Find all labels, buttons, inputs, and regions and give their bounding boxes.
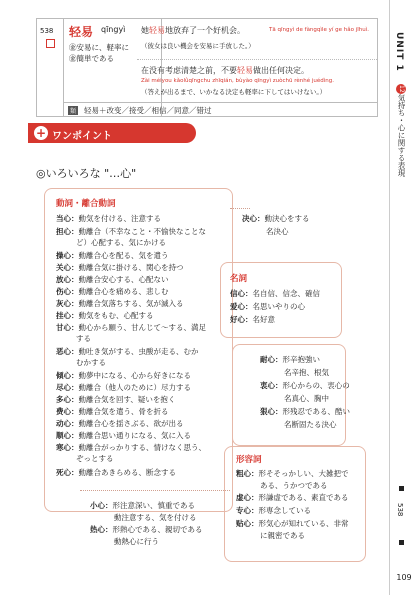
vocab-entry — [36, 18, 378, 117]
example-1-jp: （彼女は良い機会を安易に手放した。） — [141, 42, 255, 50]
unit-label: UNIT 1 — [394, 32, 404, 72]
lesson-title: 12気持ち・心に関する表現 — [397, 85, 406, 177]
list-item: 動熱心に行う — [114, 537, 159, 546]
list-item: 贴心：形気心が知れている、非常 — [236, 519, 349, 528]
adjectives-title: 形容詞 — [236, 455, 262, 465]
decide-item: 决心：動決心をする — [242, 214, 310, 223]
example-2-pinyin: Zài méiyou kǎolǜqīngchu zhīqián, bùyào qīngyì zuòchū rènhé juédìng. — [141, 78, 334, 84]
entry-number-column — [37, 19, 64, 116]
list-item: 费心：動離合気を遣う、骨を折る — [56, 407, 169, 416]
list-item: 衷心：形心からの、衷心の — [260, 381, 350, 390]
list-item: 小心：形注意深い、慎重である — [90, 501, 195, 510]
list-item: むかする — [76, 358, 106, 367]
checkbox-icon[interactable] — [46, 39, 55, 48]
list-item: 恶心：動吐き気がする、虫酸が走る、むか — [56, 347, 199, 356]
related-row — [64, 102, 377, 117]
verbs-title: 動詞・離合動詞 — [56, 199, 116, 209]
connector-line — [80, 490, 230, 491]
nouns-title: 名詞 — [230, 274, 248, 284]
example-2-jp: （答えが出るまで、いかなる決定も軽率に下してはいけない。） — [141, 88, 327, 96]
list-item: 伤心：動離合心を痛める、悲しむ — [56, 287, 169, 296]
example-1-zh: 她轻易地放弃了一个好机会。 — [141, 26, 245, 35]
list-item: 担心：動離合（不幸なこと・不愉快なことな — [56, 227, 206, 236]
list-item: ど）心配する、気にかける — [76, 238, 166, 247]
list-item: 放心：動離合安心する、心配ない — [56, 275, 169, 284]
list-item: 操心：動離合心を配る、気を遣う — [56, 251, 169, 260]
list-item: 当心：動気を付ける、注意する — [56, 214, 161, 223]
list-item: ある、うかつである — [260, 481, 328, 490]
list-item: 尽心：動離合（他人のために）尽力する — [56, 383, 191, 392]
gloss-line: ㊎簡単である — [69, 54, 114, 63]
connector-line — [230, 208, 250, 209]
example-2-zh: 在没有考虑清楚之前，不要轻易做出任何决定。 — [141, 66, 309, 75]
lesson-number-badge: 12 — [398, 85, 405, 93]
entry-number: 538 — [40, 27, 54, 35]
list-item: 耐心：形辛抱強い — [260, 355, 320, 364]
list-item: に親密である — [260, 531, 305, 540]
side-entry-number: 538 — [396, 503, 404, 517]
decide-item-2: 名決心 — [266, 227, 289, 236]
list-item: 动心：動離合心を揺さぶる、欲が出る — [56, 419, 184, 428]
list-item: 顺心：動離合思い通りになる、気に入る — [56, 431, 191, 440]
list-item: 甘心：動心から願う、甘んじて〜する、満足 — [56, 323, 206, 332]
list-item: 多心：動離合気を回す、疑いを抱く — [56, 395, 176, 404]
list-item: する — [76, 334, 91, 343]
page-number: 109 — [396, 573, 412, 582]
list-item: 名辛抱、根気 — [284, 368, 329, 377]
list-item: 名真心、胸中 — [284, 394, 329, 403]
list-item: 倾心：動夢中になる、心から好きになる — [56, 371, 191, 380]
list-item: 動注意する、気を付ける — [114, 513, 197, 522]
related-words: 轻易＋改变／接受／相信／同意／错过 — [84, 106, 212, 115]
headword-pinyin: qīngyì — [101, 25, 126, 34]
section-heading: ◎いろいろな "…心" — [36, 167, 137, 180]
list-item: 粗心：形そそっかしい、大雑把で — [236, 469, 349, 478]
banner-label: ワンポイント — [52, 131, 112, 142]
list-item: ぞっとする — [76, 454, 114, 463]
list-item: 爱心：名思いやりの心 — [230, 302, 305, 311]
divider — [137, 59, 377, 60]
gloss-line: ㊎安易に、軽率に — [69, 43, 129, 52]
list-item: 专心：形専念している — [236, 506, 311, 515]
list-item: 好心：名好意 — [230, 315, 275, 324]
list-item: 寒心：動離合がっかりする、情けなく思う、 — [56, 443, 206, 452]
list-item: 狠心：形残忍である、酷い — [260, 407, 350, 416]
list-item: 死心：動離合あきらめる、断念する — [56, 468, 176, 477]
square-marker-icon — [399, 486, 404, 491]
plus-icon: + — [35, 126, 47, 140]
list-item: 灰心：動離合気落ちする、気が滅入る — [56, 299, 184, 308]
list-item: 信心：名自信、信念、確信 — [230, 289, 320, 298]
related-tag: 類 — [70, 108, 77, 115]
list-item: 虚心：形謙虚である、素直である — [236, 493, 349, 502]
example-1-pinyin: Tā qīngyì de fàngqìle yí ge hǎo jīhuì. — [269, 27, 370, 33]
list-item: 名断固たる決心 — [284, 420, 337, 429]
list-item: 关心：動離合気に掛ける、関心を持つ — [56, 263, 184, 272]
list-item: 挂心：動気をもむ、心配する — [56, 311, 154, 320]
headword: 轻易 — [69, 25, 94, 39]
list-item: 热心：形熱心である、親切である — [90, 525, 203, 534]
square-marker-icon — [399, 540, 404, 545]
